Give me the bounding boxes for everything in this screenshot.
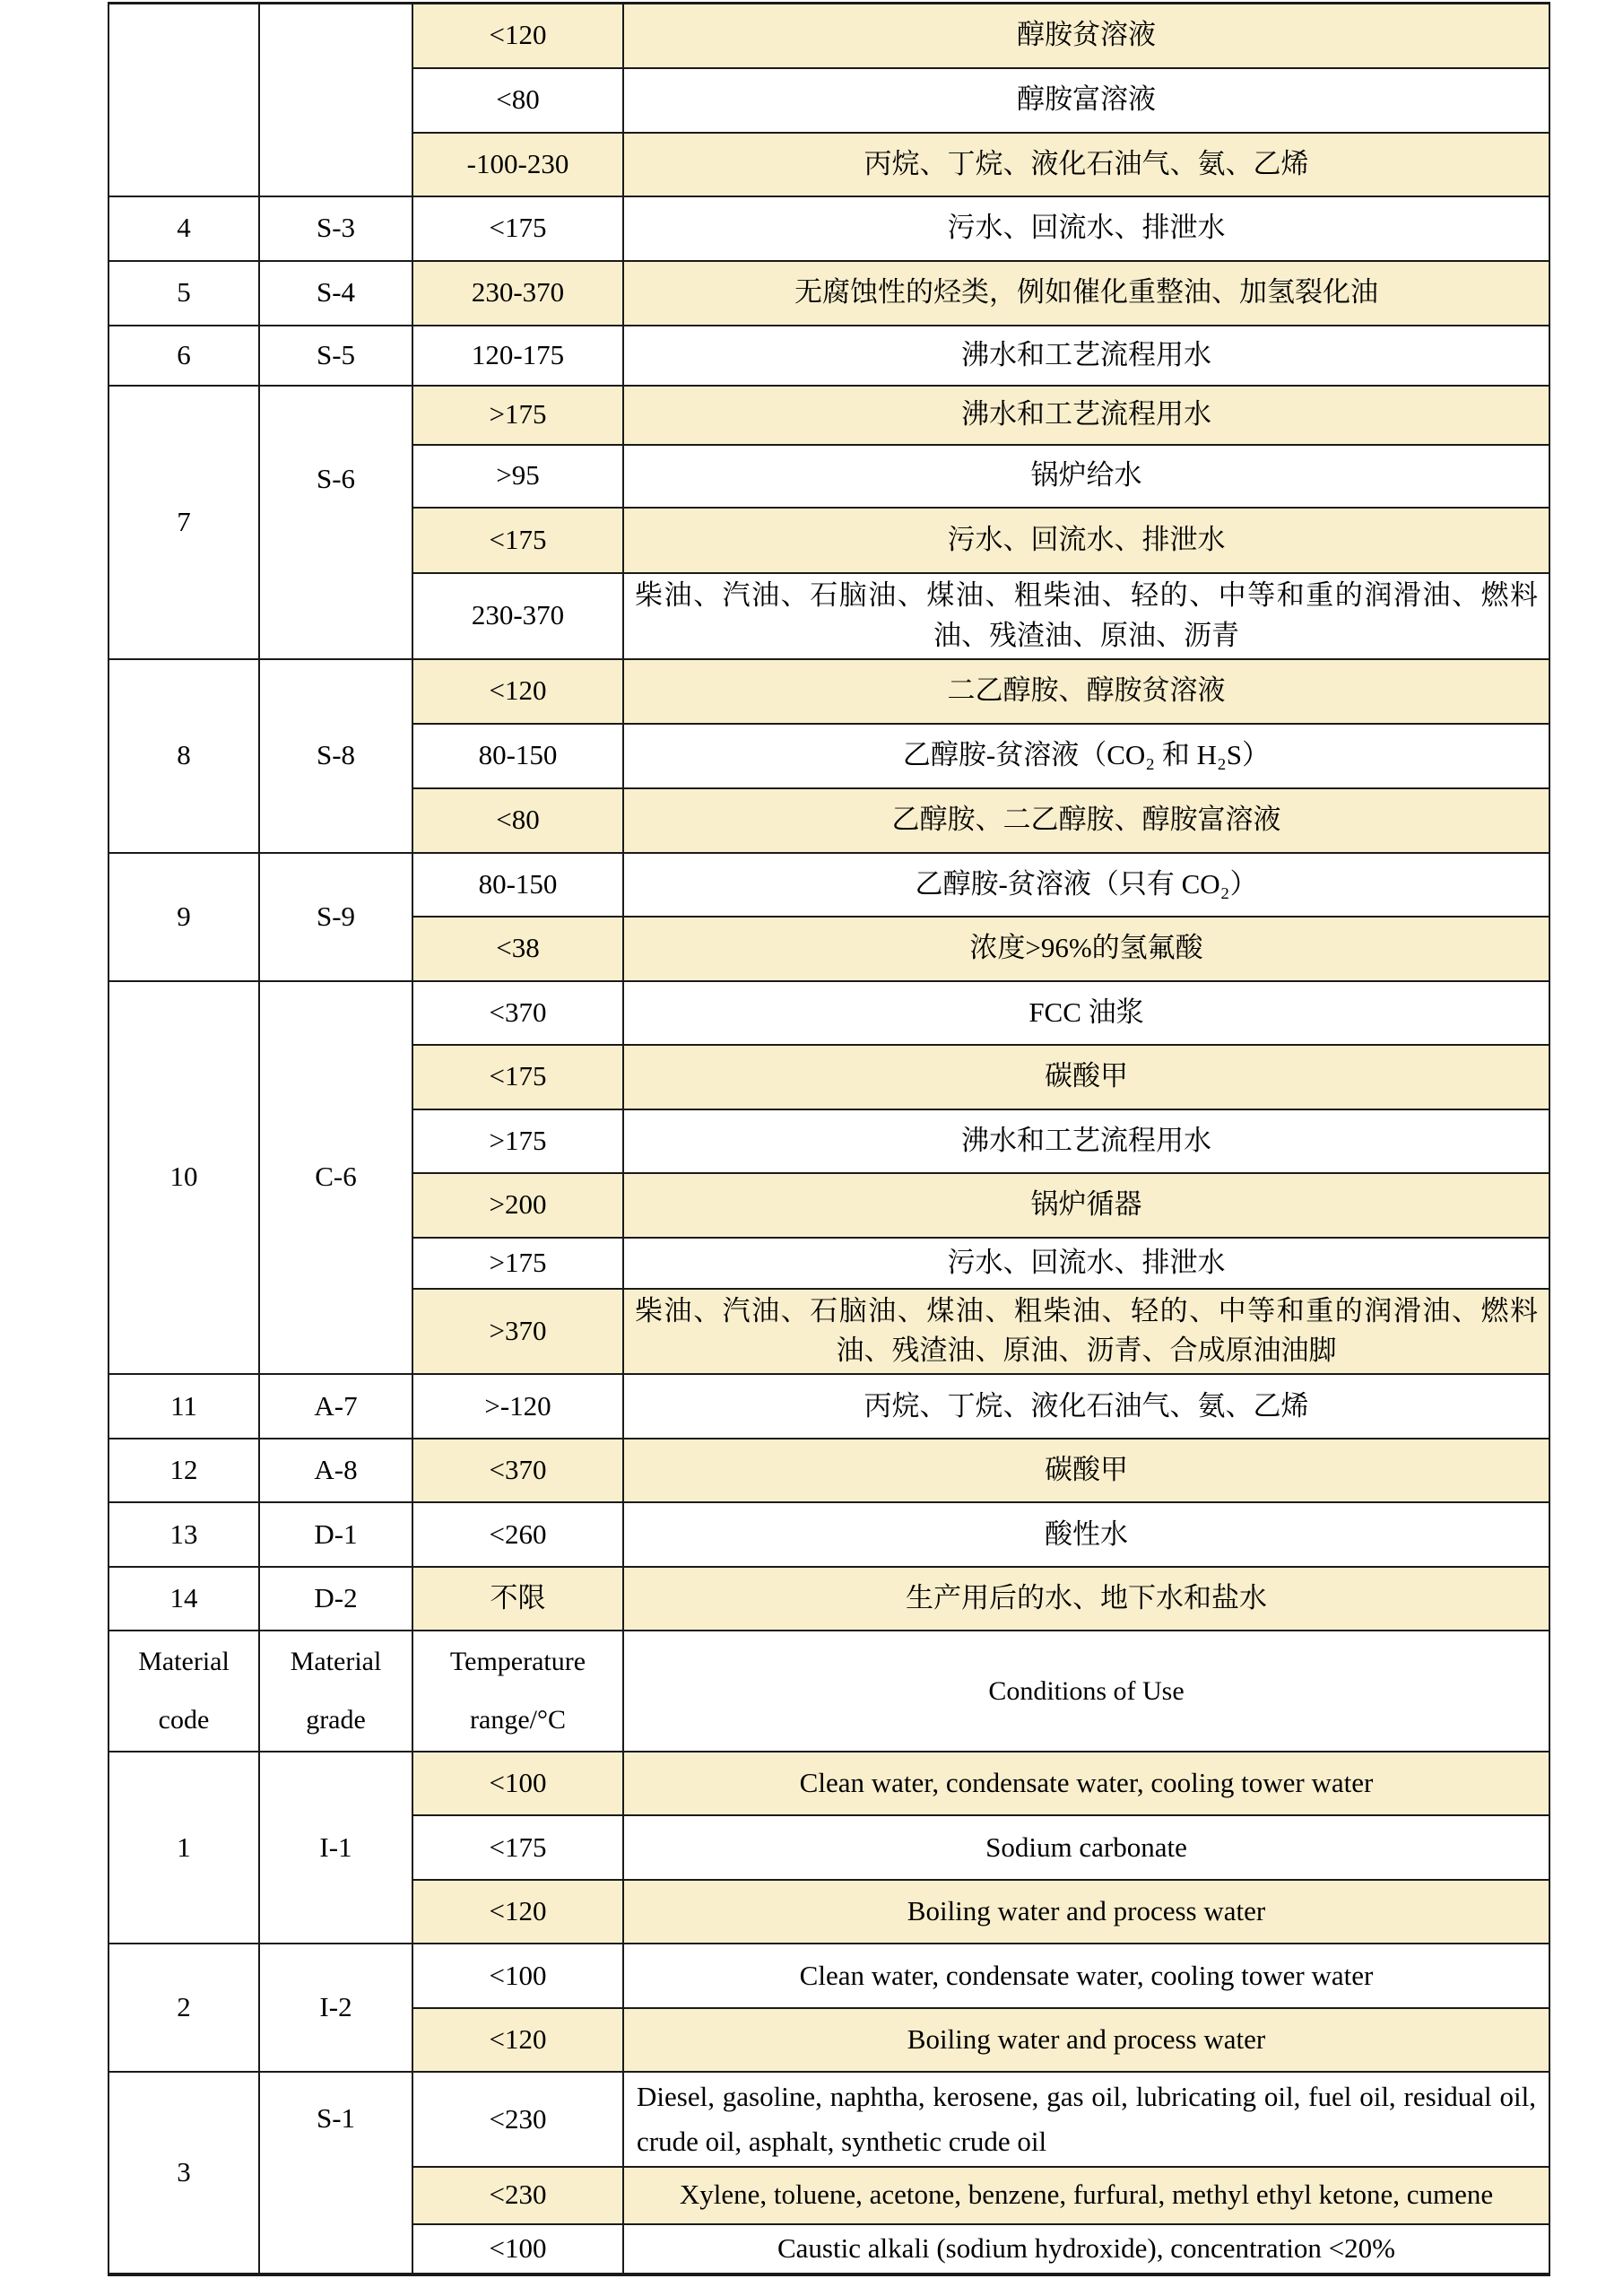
temp-cell: <260 xyxy=(412,1502,623,1567)
conditions-cell: Diesel, gasoline, naphtha, kerosene, gas oil, lubricating oil, fuel oil, residual oil, crude oil, asphalt, synthetic crude oil xyxy=(623,2072,1549,2166)
table-row xyxy=(108,2072,1549,2166)
material-grade-cell: D-1 xyxy=(259,1502,412,1567)
conditions-cell: 锅炉循器 xyxy=(623,1173,1549,1238)
material-code-cell: 5 xyxy=(108,261,259,326)
material-grade-cell: S-9 xyxy=(259,853,412,981)
temp-cell: 80-150 xyxy=(412,724,623,788)
temp-cell: <80 xyxy=(412,788,623,853)
conditions-cell: Boiling water and process water xyxy=(623,1880,1549,1944)
material-grade-cell: S-4 xyxy=(259,261,412,326)
temp-cell: >95 xyxy=(412,445,623,508)
temp-cell: >175 xyxy=(412,1238,623,1289)
conditions-cell: 丙烷、丁烷、液化石油气、氨、乙烯 xyxy=(623,133,1549,196)
temp-cell: <175 xyxy=(412,508,623,573)
conditions-cell: Clean water, condensate water, cooling tower water xyxy=(623,1944,1549,2008)
conditions-cell: 沸水和工艺流程用水 xyxy=(623,1109,1549,1173)
header-row xyxy=(108,1631,1549,1752)
conditions-cell: 醇胺富溶液 xyxy=(623,68,1549,133)
conditions-cell: 二乙醇胺、醇胺贫溶液 xyxy=(623,659,1549,724)
material-code-cell: 13 xyxy=(108,1502,259,1567)
conditions-cell: Xylene, toluene, acetone, benzene, furfural, methyl ethyl ketone, cumene xyxy=(623,2167,1549,2224)
header-conditions-of-use: Conditions of Use xyxy=(623,1631,1549,1752)
table-row xyxy=(108,386,1549,445)
table-row xyxy=(108,981,1549,1045)
material-code-cell: 10 xyxy=(108,981,259,1375)
header-temperature-range: Temperature range/°C xyxy=(412,1631,623,1752)
material-code-cell: 6 xyxy=(108,326,259,386)
conditions-cell: Boiling water and process water xyxy=(623,2008,1549,2072)
table-row xyxy=(108,4,1549,68)
material-grade-cell: D-2 xyxy=(259,1567,412,1631)
material-grade-cell: A-7 xyxy=(259,1374,412,1439)
temp-cell: >370 xyxy=(412,1289,623,1375)
conditions-cell: 碳酸甲 xyxy=(623,1439,1549,1502)
conditions-cell: Clean water, condensate water, cooling tower water xyxy=(623,1752,1549,1815)
header-material-code: Material code xyxy=(108,1631,259,1752)
material-grade-cell: S-8 xyxy=(259,659,412,853)
material-code-cell: 9 xyxy=(108,853,259,981)
conditions-cell: 无腐蚀性的烃类，例如催化重整油、加氢裂化油 xyxy=(623,261,1549,326)
temp-cell: <80 xyxy=(412,68,623,133)
material-code-cell-empty xyxy=(108,4,259,196)
material-code-cell: 12 xyxy=(108,1439,259,1502)
material-grade-label: S-1 xyxy=(316,2102,356,2134)
temp-cell: -100-230 xyxy=(412,133,623,196)
table-row xyxy=(108,326,1549,386)
material-code-cell: 4 xyxy=(108,196,259,261)
temp-cell: 80-150 xyxy=(412,853,623,917)
conditions-cell: 沸水和工艺流程用水 xyxy=(623,386,1549,445)
material-grade-cell-empty xyxy=(259,4,412,196)
temp-cell: <230 xyxy=(412,2072,623,2166)
conditions-cell: 乙醇胺-贫溶液（只有 CO₂） xyxy=(623,853,1549,917)
material-grade-cell xyxy=(259,386,412,659)
material-code-cell: 2 xyxy=(108,1944,259,2072)
temp-cell: <175 xyxy=(412,1045,623,1109)
table-row xyxy=(108,261,1549,326)
temp-cell: <370 xyxy=(412,981,623,1045)
material-grade-cell: I-2 xyxy=(259,1944,412,2072)
conditions-cell: 酸性水 xyxy=(623,1502,1549,1567)
conditions-cell: 丙烷、丁烷、液化石油气、氨、乙烯 xyxy=(623,1374,1549,1439)
table-row xyxy=(108,1567,1549,1631)
temp-cell: >200 xyxy=(412,1173,623,1238)
temp-cell: <230 xyxy=(412,2167,623,2224)
temp-cell: <175 xyxy=(412,1815,623,1880)
material-grade-label: S-6 xyxy=(316,462,356,494)
conditions-cell: 沸水和工艺流程用水 xyxy=(623,326,1549,386)
material-grade-cell: I-1 xyxy=(259,1752,412,1944)
material-grades-table xyxy=(108,2,1550,2276)
conditions-cell: Caustic alkali (sodium hydroxide), concentration <20% xyxy=(623,2224,1549,2274)
material-code-cell: 14 xyxy=(108,1567,259,1631)
temp-cell: >175 xyxy=(412,386,623,445)
conditions-cell: Sodium carbonate xyxy=(623,1815,1549,1880)
temp-cell: 230-370 xyxy=(412,573,623,659)
material-code-cell: 3 xyxy=(108,2072,259,2274)
conditions-cell: 碳酸甲 xyxy=(623,1045,1549,1109)
temp-cell: <175 xyxy=(412,196,623,261)
conditions-cell: 污水、回流水、排泄水 xyxy=(623,508,1549,573)
temp-cell: <120 xyxy=(412,1880,623,1944)
conditions-cell: 生产用后的水、地下水和盐水 xyxy=(623,1567,1549,1631)
material-code-cell: 11 xyxy=(108,1374,259,1439)
material-grade-cell: S-3 xyxy=(259,196,412,261)
table-row xyxy=(108,1944,1549,2008)
table-row xyxy=(108,853,1549,917)
conditions-cell: 锅炉给水 xyxy=(623,445,1549,508)
temp-cell: >175 xyxy=(412,1109,623,1173)
temp-cell: <100 xyxy=(412,1752,623,1815)
temp-cell: <120 xyxy=(412,2008,623,2072)
conditions-cell: 乙醇胺-贫溶液（CO₂ 和 H₂S） xyxy=(623,724,1549,788)
material-code-cell: 1 xyxy=(108,1752,259,1944)
temp-cell: <100 xyxy=(412,1944,623,2008)
temp-cell: 120-175 xyxy=(412,326,623,386)
table-row xyxy=(108,659,1549,724)
conditions-cell: 污水、回流水、排泄水 xyxy=(623,1238,1549,1289)
conditions-cell: FCC 油浆 xyxy=(623,981,1549,1045)
table-row xyxy=(108,1439,1549,1502)
conditions-cell: 浓度>96%的氢氟酸 xyxy=(623,917,1549,981)
table-row xyxy=(108,196,1549,261)
conditions-cell: 醇胺贫溶液 xyxy=(623,4,1549,68)
material-grade-cell: C-6 xyxy=(259,981,412,1375)
temp-cell: >-120 xyxy=(412,1374,623,1439)
conditions-cell: 污水、回流水、排泄水 xyxy=(623,196,1549,261)
conditions-cell: 柴油、汽油、石脑油、煤油、粗柴油、轻的、中等和重的润滑油、燃料油、残渣油、原油、沥青 xyxy=(623,573,1549,659)
material-grade-cell: S-5 xyxy=(259,326,412,386)
material-code-cell: 7 xyxy=(108,386,259,659)
header-material-grade: Material grade xyxy=(259,1631,412,1752)
table-row xyxy=(108,1752,1549,1815)
material-code-cell: 8 xyxy=(108,659,259,853)
temp-cell: <120 xyxy=(412,4,623,68)
temp-cell: <370 xyxy=(412,1439,623,1502)
temp-cell: <120 xyxy=(412,659,623,724)
table-row xyxy=(108,1374,1549,1439)
temp-cell: 不限 xyxy=(412,1567,623,1631)
temp-cell: 230-370 xyxy=(412,261,623,326)
temp-cell: <38 xyxy=(412,917,623,981)
conditions-cell: 乙醇胺、二乙醇胺、醇胺富溶液 xyxy=(623,788,1549,853)
table-row xyxy=(108,1502,1549,1567)
temp-cell: <100 xyxy=(412,2224,623,2274)
material-grade-cell xyxy=(259,2072,412,2274)
conditions-cell: 柴油、汽油、石脑油、煤油、粗柴油、轻的、中等和重的润滑油、燃料油、残渣油、原油、沥青、合成原油油脚 xyxy=(623,1289,1549,1375)
material-grade-cell: A-8 xyxy=(259,1439,412,1502)
